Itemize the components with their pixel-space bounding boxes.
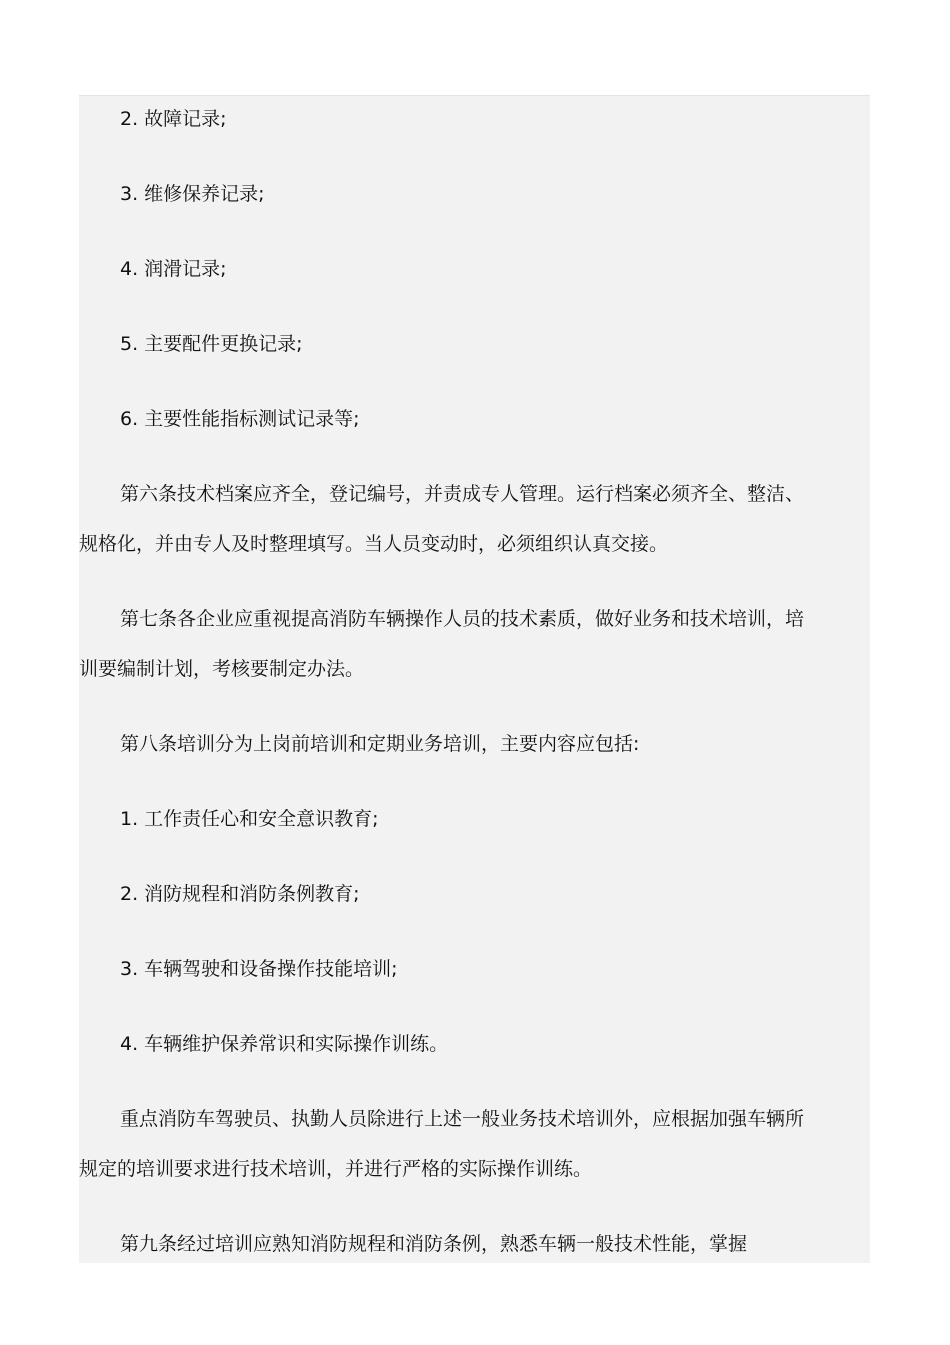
article-nine-paragraph: 第九条经过培训应熟知消防规程和消防条例，熟悉车辆一般技术性能，掌握	[120, 1233, 748, 1255]
document-body	[79, 96, 870, 1263]
list-item: 4. 润滑记录;	[120, 258, 227, 280]
list-item: 2. 消防规程和消防条例教育;	[120, 883, 360, 905]
list-item: 5. 主要配件更换记录;	[120, 333, 303, 355]
article-six-paragraph: 第六条技术档案应齐全，登记编号，并责成专人管理。运行档案必须齐全、整洁、规格化，并由专人及时整理填写。当人员变动时，必须组织认真交接。	[79, 483, 805, 555]
list-item: 6. 主要性能指标测试记录等;	[120, 408, 360, 430]
list-item: 1. 工作责任心和安全意识教育;	[120, 808, 379, 830]
key-personnel-paragraph: 重点消防车驾驶员、执勤人员除进行上述一般业务技术培训外，应根据加强车辆所规定的培训要求进行技术培训，并进行严格的实际操作训练。	[79, 1108, 805, 1180]
list-item: 3. 维修保养记录;	[120, 183, 265, 205]
document-page	[79, 95, 870, 1263]
article-seven-paragraph: 第七条各企业应重视提高消防车辆操作人员的技术素质，做好业务和技术培训，培训要编制计划，考核要制定办法。	[79, 608, 805, 680]
list-item: 2. 故障记录;	[120, 108, 227, 130]
list-item: 4. 车辆维护保养常识和实际操作训练。	[120, 1033, 449, 1055]
list-item: 3. 车辆驾驶和设备操作技能培训;	[120, 958, 398, 980]
article-eight-paragraph: 第八条培训分为上岗前培训和定期业务培训，主要内容应包括:	[120, 733, 640, 755]
